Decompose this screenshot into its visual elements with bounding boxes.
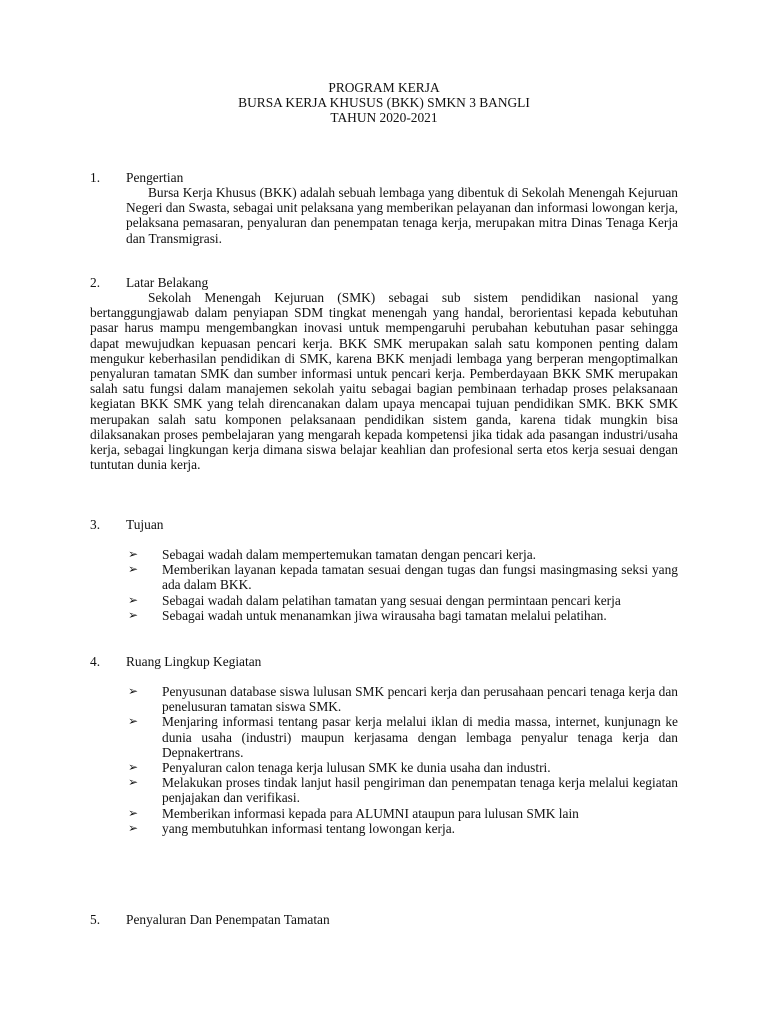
- paragraph-text: Bursa Kerja Khusus (BKK) adalah sebuah lembaga yang dibentuk di Sekolah Menengah Kejuruan Negeri dan Swasta, sebagai unit pelaksana yang memberikan pelayanan dan informasi lowongan kerja, pelaksana pemasaran, penyaluran dan penempatan tenaga kerja, merupakan mitra Dinas Tenaga Kerja dan Transmigrasi.: [126, 185, 678, 246]
- arrow-bullet-icon: ➢: [128, 760, 139, 775]
- arrow-bullet-icon: ➢: [128, 714, 139, 729]
- list-item: ➢ Menjaring informasi tentang pasar kerja melalui iklan di media massa, internet, kunjunagn ke dunia usaha (industri) maupun kerjasama dengan lembaga penyalur tenaga kerja dan Depnakertrans.: [128, 714, 678, 760]
- section-number: 2.: [90, 275, 101, 290]
- list-item: ➢ Penyusunan database siswa lulusan SMK pencari kerja dan perusahaan pencari tenaga kerja dan penelusuran tamatan siswa SMK.: [128, 684, 678, 715]
- arrow-bullet-icon: ➢: [128, 684, 139, 698]
- doc-year: TAHUN 2020-2021: [330, 110, 438, 125]
- bullet-list: [126, 684, 678, 836]
- arrow-bullet-icon: ➢: [128, 820, 139, 835]
- arrow-bullet-icon: ➢: [128, 775, 139, 790]
- paragraph-text: Sekolah Menengah Kejuruan (SMK) sebagai sub sistem pendidikan nasional yang bertanggungjawab dalam penyiapan SDM tingkat menengah yang handal, berorientasi kepada kebutuhan pasar harus mampu mengembangkan inovasi untuk mempengaruhi perubahan kebutuhan pasar sehingga dapat mewujudkan kepuasan pencari kerja. BKK SMK merupakan salah satu komponen penting dalam mengukur keberhasilan pendidikan di SMK, karena BKK menjadi lembaga yang berperan mengoptimalkan penyaluran tamatan SMK dan sumber informasi untuk pencari kerja. Pemberdayaan BKK SMK merupakan salah satu fungsi dalam manajemen sekolah yaitu sebagai bagian pembinaan terhadap proses pelaksanaan kegiatan BKK SMK yang telah direncanakan dalam upaya mencapai tujuan pendidikan SMK. BKK SMK merupakan salah satu komponen pelaksanaan pendidikan sistem ganda, karena tidak mungkin bisa dilaksanakan proses pembelajaran yang mengarah kepada kompetensi jika tidak ada pasangan industri/usaha kerja, sebagai lingkungan kerja dimana siswa belajar keahlian dan profesional serta etos kerja sesuai dengan tuntutan dunia kerja.: [90, 290, 678, 473]
- section-number: 1.: [90, 170, 101, 185]
- section-heading: Penyaluran Dan Penempatan Tamatan: [126, 912, 330, 927]
- arrow-bullet-icon: ➢: [128, 547, 139, 561]
- list-item: ➢ Melakukan proses tindak lanjut hasil pengiriman dan penempatan tenaga kerja melalui kegiatan penjajakan dan verifikasi.: [128, 775, 678, 806]
- arrow-bullet-icon: ➢: [128, 607, 139, 622]
- bullet-list: [126, 547, 678, 623]
- list-item: ➢ Penyaluran calon tenaga kerja lulusan SMK ke dunia usaha dan industri.: [128, 760, 551, 776]
- list-item: ➢ Memberikan informasi kepada para ALUMNI ataupun para lulusan SMK lain: [128, 805, 579, 821]
- doc-subtitle: BURSA KERJA KHUSUS (BKK) SMKN 3 BANGLI: [238, 95, 530, 110]
- arrow-bullet-icon: ➢: [128, 805, 139, 820]
- section-paragraph: [126, 185, 678, 246]
- list-item: ➢ Sebagai wadah dalam pelatihan tamatan yang sesuai dengan permintaan pencari kerja: [128, 592, 621, 608]
- list-item: ➢ Memberikan layanan kepada tamatan sesuai dengan tugas dan fungsi masingmasing seksi yang ada dalam BKK.: [128, 562, 678, 593]
- list-item: ➢ yang membutuhkan informasi tentang lowongan kerja.: [128, 820, 456, 836]
- list-item: ➢ Sebagai wadah untuk menanamkan jiwa wirausaha bagi tamatan melalui pelatihan.: [128, 607, 607, 623]
- section-number: 4.: [90, 654, 101, 669]
- section-number: 5.: [90, 912, 101, 927]
- arrow-bullet-icon: ➢: [128, 562, 139, 577]
- arrow-bullet-icon: ➢: [128, 592, 139, 607]
- section-heading: Latar Belakang: [126, 275, 209, 290]
- section-paragraph: [90, 290, 678, 472]
- section-heading: Ruang Lingkup Kegiatan: [126, 654, 262, 669]
- doc-title: PROGRAM KERJA: [328, 80, 440, 95]
- section-heading: Pengertian: [126, 170, 184, 185]
- list-item: ➢ Sebagai wadah dalam mempertemukan tamatan dengan pencari kerja.: [128, 547, 537, 562]
- section-number: 3.: [90, 517, 101, 532]
- section-heading: Tujuan: [126, 517, 164, 532]
